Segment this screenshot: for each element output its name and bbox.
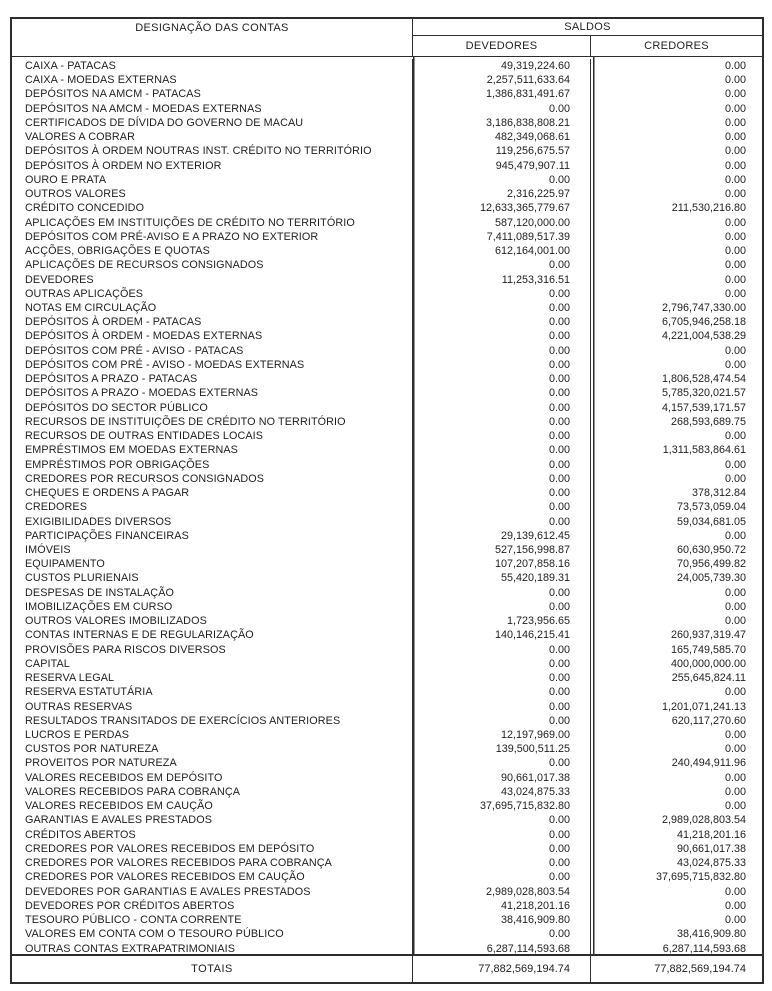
account-name: RECURSOS DE INSTITUIÇÕES DE CRÉDITO NO TERRITÓRIO (12, 415, 413, 429)
table-row (12, 927, 762, 941)
table-row (12, 913, 762, 927)
credores-value: 4,221,004,538.29 (661, 330, 746, 343)
credores-value: 255,645,824.11 (671, 672, 746, 685)
devedores-value: 0.00 (413, 344, 591, 358)
credores-value: 0.00 (724, 173, 746, 186)
saldos-header-block (413, 19, 762, 56)
devedores-value: 0.00 (413, 401, 591, 415)
account-name: EMPRÉSTIMOS POR OBRIGAÇÕES (12, 458, 413, 472)
account-name: DEPÓSITOS À ORDEM - MOEDAS EXTERNAS (12, 329, 413, 343)
devedores-value: 0.00 (413, 828, 591, 842)
account-name: DEPÓSITOS À ORDEM NO EXTERIOR (12, 159, 413, 173)
table-row (12, 685, 762, 699)
credores-value: 0.00 (724, 729, 746, 742)
table-row (12, 102, 762, 116)
devedores-value: 2,989,028,803.54 (413, 885, 591, 899)
credores-value: 0.00 (724, 74, 746, 87)
account-name: DEPÓSITOS À ORDEM - PATACAS (12, 315, 413, 329)
table-row (12, 201, 762, 215)
devedores-value: 2,257,511,633.64 (413, 73, 591, 87)
devedores-value: 107,207,858.16 (413, 557, 591, 571)
devedores-value: 0.00 (413, 458, 591, 472)
devedores-value: 6,287,114,593.68 (413, 942, 591, 954)
account-name: CREDORES (12, 500, 413, 514)
devedores-value: 0.00 (413, 415, 591, 429)
table-row (12, 301, 762, 315)
table-row (12, 671, 762, 685)
devedores-value: 0.00 (413, 258, 591, 272)
devedores-value: 0.00 (413, 472, 591, 486)
credores-value: 0.00 (724, 60, 746, 72)
table-row (12, 657, 762, 671)
table-row (12, 401, 762, 415)
table-row (12, 216, 762, 230)
credores-value: 43,024,875.33 (676, 857, 746, 870)
credores-value: 73,573,059.04 (676, 501, 746, 514)
devedores-value: 0.00 (413, 429, 591, 443)
table-row (12, 443, 762, 457)
account-name: DEPÓSITOS DO SECTOR PÚBLICO (12, 401, 413, 415)
devedores-value: 612,164,001.00 (413, 244, 591, 258)
credores-value: 165,749,585.70 (670, 643, 746, 656)
account-name: DEVEDORES POR GARANTIAS E AVALES PRESTADOS (12, 885, 413, 899)
account-name: CAIXA - PATACAS (12, 59, 413, 73)
devedores-value: 0.00 (413, 714, 591, 728)
devedores-value: 945,479,907.11 (413, 159, 591, 173)
table-row (12, 173, 762, 187)
table-row (12, 856, 762, 870)
credores-value: 0.00 (724, 116, 746, 129)
table-row (12, 230, 762, 244)
devedores-value: 29,139,612.45 (413, 529, 591, 543)
credores-value: 0.00 (724, 159, 746, 172)
credores-value: 60,630,950.72 (676, 543, 746, 556)
account-name: VALORES A COBRAR (12, 130, 413, 144)
devedores-value: 12,197,969.00 (413, 728, 591, 742)
table-row (12, 742, 762, 756)
table-row (12, 344, 762, 358)
account-name: TESOURO PÚBLICO - CONTA CORRENTE (12, 913, 413, 927)
devedores-value: 0.00 (413, 870, 591, 884)
credores-value: 0.00 (724, 430, 746, 443)
table-row (12, 429, 762, 443)
devedores-value: 0.00 (413, 813, 591, 827)
credores-value: 0.00 (724, 529, 746, 542)
credores-value: 0.00 (724, 216, 746, 229)
col-header-devedores: DEVEDORES (413, 36, 591, 56)
credores-value: 620,117,270.60 (671, 714, 746, 727)
table-row (12, 500, 762, 514)
account-name: RESULTADOS TRANSITADOS DE EXERCÍCIOS ANTERIORES (12, 714, 413, 728)
table-row (12, 258, 762, 272)
account-name: DEPÓSITOS COM PRÉ - AVISO - MOEDAS EXTERNAS (12, 358, 413, 372)
devedores-value: 0.00 (413, 386, 591, 400)
credores-value: 0.00 (724, 785, 746, 798)
credores-value: 1,201,071,241.13 (661, 700, 746, 713)
credores-value: 24,005,739.30 (676, 572, 746, 585)
devedores-value: 55,420,189.31 (413, 571, 591, 585)
devedores-value: 0.00 (413, 500, 591, 514)
devedores-value: 1,723,956.65 (413, 614, 591, 628)
credores-value: 211,530,216.80 (671, 202, 746, 215)
credores-value: 2,989,028,803.54 (661, 814, 746, 827)
table-row (12, 415, 762, 429)
table-row (12, 358, 762, 372)
account-name: LUCROS E PERDAS (12, 728, 413, 742)
account-name: DEPÓSITOS A PRAZO - PATACAS (12, 372, 413, 386)
table-row (12, 59, 762, 73)
table-body (12, 57, 762, 954)
devedores-value: 1,386,831,491.67 (413, 87, 591, 101)
credores-value: 0.00 (724, 600, 746, 613)
col-header-credores: CREDORES (644, 40, 709, 52)
table-row (12, 543, 762, 557)
account-name: OUTRAS APLICAÇÕES (12, 287, 413, 301)
devedores-value: 0.00 (413, 756, 591, 770)
account-name: DEPÓSITOS COM PRÉ - AVISO - PATACAS (12, 344, 413, 358)
credores-value: 260,937,319.47 (670, 629, 746, 642)
table-row (12, 472, 762, 486)
table-row (12, 785, 762, 799)
table-row (12, 529, 762, 543)
account-name: CUSTOS POR NATUREZA (12, 742, 413, 756)
credores-value: 59,034,681.05 (676, 515, 746, 528)
saldos-subheader (413, 36, 762, 56)
devedores-value: 0.00 (413, 372, 591, 386)
account-name: CERTIFICADOS DE DÍVIDA DO GOVERNO DE MACAU (12, 116, 413, 130)
table-row (12, 614, 762, 628)
credores-value: 6,705,946,258.18 (661, 316, 746, 329)
credores-value: 0.00 (724, 885, 746, 898)
devedores-value: 587,120,000.00 (413, 216, 591, 230)
account-name: EMPRÉSTIMOS EM MOEDAS EXTERNAS (12, 443, 413, 457)
table-row (12, 643, 762, 657)
account-name: VALORES EM CONTA COM O TESOURO PÚBLICO (12, 927, 413, 941)
account-name: CREDORES POR VALORES RECEBIDOS PARA COBRANÇA (12, 856, 413, 870)
table-row (12, 899, 762, 913)
devedores-value: 0.00 (413, 643, 591, 657)
account-name: PROVISÕES PARA RISCOS DIVERSOS (12, 643, 413, 657)
table-row (12, 700, 762, 714)
devedores-value: 0.00 (413, 515, 591, 529)
devedores-value: 0.00 (413, 358, 591, 372)
credores-value: 400,000,000.00 (670, 657, 746, 670)
table-row (12, 130, 762, 144)
table-row (12, 842, 762, 856)
credores-value: 0.00 (724, 771, 746, 784)
account-name: OUTROS VALORES (12, 187, 413, 201)
credores-value: 378,312.84 (691, 487, 746, 500)
table-row (12, 885, 762, 899)
col-header-designacao: DESIGNAÇÃO DAS CONTAS (12, 19, 413, 56)
account-name: RESERVA LEGAL (12, 671, 413, 685)
account-name: CRÉDITOS ABERTOS (12, 828, 413, 842)
accounts-table (10, 17, 764, 984)
devedores-value: 0.00 (413, 700, 591, 714)
credores-value: 90,661,017.38 (676, 842, 746, 855)
table-footer (12, 954, 762, 982)
table-row (12, 515, 762, 529)
table-row (12, 486, 762, 500)
credores-value: 240,494,911.96 (671, 757, 746, 770)
account-name: GARANTIAS E AVALES PRESTADOS (12, 813, 413, 827)
devedores-value: 0.00 (413, 329, 591, 343)
account-name: IMÓVEIS (12, 543, 413, 557)
table-row (12, 372, 762, 386)
credores-value: 37,695,715,832.80 (655, 871, 746, 884)
account-name: VALORES RECEBIDOS PARA COBRANÇA (12, 785, 413, 799)
credores-value: 1,806,528,474.54 (661, 373, 746, 386)
account-name: DEVEDORES POR CRÉDITOS ABERTOS (12, 899, 413, 913)
devedores-value: 0.00 (413, 856, 591, 870)
credores-value: 6,287,114,593.68 (662, 942, 746, 954)
devedores-value: 0.00 (413, 671, 591, 685)
account-name: CREDORES POR VALORES RECEBIDOS EM DEPÓSITO (12, 842, 413, 856)
credores-value: 0.00 (724, 743, 746, 756)
credores-value: 0.00 (724, 344, 746, 357)
credores-value: 41,218,201.16 (676, 828, 746, 841)
credores-value: 0.00 (724, 245, 746, 258)
credores-value: 0.00 (724, 287, 746, 300)
table-row (12, 273, 762, 287)
table-row (12, 187, 762, 201)
credores-value: 0.00 (724, 472, 746, 485)
credores-value: 5,785,320,021.57 (661, 387, 746, 400)
credores-value: 0.00 (724, 145, 746, 158)
table-row (12, 87, 762, 101)
account-name: CAIXA - MOEDAS EXTERNAS (12, 73, 413, 87)
account-name: OUTRAS CONTAS EXTRAPATRIMONIAIS (12, 942, 413, 954)
table-row (12, 315, 762, 329)
credores-value: 70,956,499.82 (676, 558, 746, 571)
account-name: RECURSOS DE OUTRAS ENTIDADES LOCAIS (12, 429, 413, 443)
table-row (12, 116, 762, 130)
account-name: NOTAS EM CIRCULAÇÃO (12, 301, 413, 315)
credores-value: 0.00 (724, 615, 746, 628)
credores-value: 0.00 (724, 899, 746, 912)
table-row (12, 799, 762, 813)
credores-value: 0.00 (724, 131, 746, 144)
devedores-value: 0.00 (413, 102, 591, 116)
devedores-value: 3,186,838,808.21 (413, 116, 591, 130)
account-name: OUTROS VALORES IMOBILIZADOS (12, 614, 413, 628)
col-header-saldos: SALDOS (413, 19, 762, 36)
account-name: RESERVA ESTATUTÁRIA (12, 685, 413, 699)
totals-credores: 77,882,569,194.74 (654, 963, 746, 975)
devedores-value: 0.00 (413, 173, 591, 187)
credores-value: 0.00 (724, 358, 746, 371)
devedores-value: 90,661,017.38 (413, 771, 591, 785)
account-name: EQUIPAMENTO (12, 557, 413, 571)
credores-value: 4,157,539,171.57 (661, 401, 746, 414)
account-name: CONTAS INTERNAS E DE REGULARIZAÇÃO (12, 628, 413, 642)
credores-value: 1,311,583,864.61 (662, 444, 746, 457)
account-name: CREDORES POR VALORES RECEBIDOS EM CAUÇÃO (12, 870, 413, 884)
devedores-value: 139,500,511.25 (413, 742, 591, 756)
table-row (12, 571, 762, 585)
account-name: DEPÓSITOS À ORDEM NOUTRAS INST. CRÉDITO NO TERRITÓRIO (12, 144, 413, 158)
table-row (12, 728, 762, 742)
devedores-value: 11,253,316.51 (413, 273, 591, 287)
devedores-value: 12,633,365,779.67 (413, 201, 591, 215)
account-name: PARTICIPAÇÕES FINANCEIRAS (12, 529, 413, 543)
account-name: EXIGIBILIDADES DIVERSOS (12, 515, 413, 529)
account-name: IMOBILIZAÇÕES EM CURSO (12, 600, 413, 614)
table-row (12, 586, 762, 600)
table-row (12, 287, 762, 301)
table-row (12, 244, 762, 258)
table-row (12, 813, 762, 827)
table-row (12, 628, 762, 642)
devedores-value: 0.00 (413, 586, 591, 600)
table-row (12, 557, 762, 571)
devedores-value: 0.00 (413, 301, 591, 315)
devedores-value: 0.00 (413, 486, 591, 500)
credores-value: 0.00 (724, 230, 746, 243)
devedores-value: 119,256,675.57 (413, 144, 591, 158)
table-row (12, 329, 762, 343)
devedores-value: 0.00 (413, 315, 591, 329)
devedores-value: 0.00 (413, 927, 591, 941)
account-name: DEPÓSITOS NA AMCM - MOEDAS EXTERNAS (12, 102, 413, 116)
devedores-value: 0.00 (413, 287, 591, 301)
credores-value: 0.00 (724, 259, 746, 272)
credores-value: 0.00 (724, 914, 746, 927)
table-row (12, 756, 762, 770)
credores-value: 0.00 (724, 88, 746, 101)
devedores-value: 527,156,998.87 (413, 543, 591, 557)
credores-value: 0.00 (724, 586, 746, 599)
account-name: OURO E PRATA (12, 173, 413, 187)
devedores-value: 49,319,224.60 (413, 59, 591, 73)
totals-label: TOTAIS (12, 956, 413, 982)
account-name: OUTRAS RESERVAS (12, 700, 413, 714)
table-row (12, 458, 762, 472)
credores-value: 0.00 (724, 188, 746, 201)
account-name: ACÇÕES, OBRIGAÇÕES E QUOTAS (12, 244, 413, 258)
credores-value: 38,416,909.80 (676, 928, 746, 941)
table-row (12, 159, 762, 173)
account-name: VALORES RECEBIDOS EM CAUÇÃO (12, 799, 413, 813)
table-row (12, 771, 762, 785)
totals-devedores: 77,882,569,194.74 (413, 956, 591, 982)
account-name: CREDORES POR RECURSOS CONSIGNADOS (12, 472, 413, 486)
credores-value: 268,593,689.75 (670, 415, 746, 428)
account-name: DEPÓSITOS NA AMCM - PATACAS (12, 87, 413, 101)
account-name: CHEQUES E ORDENS A PAGAR (12, 486, 413, 500)
devedores-value: 0.00 (413, 600, 591, 614)
credores-value: 2,796,747,330.00 (661, 301, 746, 314)
devedores-value: 2,316,225.97 (413, 187, 591, 201)
account-name: CUSTOS PLURIENAIS (12, 571, 413, 585)
devedores-value: 38,416,909.80 (413, 913, 591, 927)
credores-value: 0.00 (724, 458, 746, 471)
devedores-value: 37,695,715,832.80 (413, 799, 591, 813)
credores-value: 0.00 (724, 686, 746, 699)
devedores-value: 0.00 (413, 685, 591, 699)
account-name: CRÉDITO CONCEDIDO (12, 201, 413, 215)
table-row (12, 144, 762, 158)
devedores-value: 0.00 (413, 657, 591, 671)
account-name: DESPESAS DE INSTALAÇÃO (12, 586, 413, 600)
credores-value: 0.00 (724, 800, 746, 813)
devedores-value: 7,411,089,517.39 (413, 230, 591, 244)
account-name: APLICAÇÕES EM INSTITUIÇÕES DE CRÉDITO NO TERRITÓRIO (12, 216, 413, 230)
table-row (12, 386, 762, 400)
devedores-value: 41,218,201.16 (413, 899, 591, 913)
account-name: CAPITAL (12, 657, 413, 671)
account-name: DEPÓSITOS COM PRÉ-AVISO E A PRAZO NO EXTERIOR (12, 230, 413, 244)
devedores-value: 140,146,215.41 (413, 628, 591, 642)
account-name: DEVEDORES (12, 273, 413, 287)
account-name: DEPÓSITOS A PRAZO - MOEDAS EXTERNAS (12, 386, 413, 400)
credores-value: 0.00 (724, 102, 746, 115)
credores-value: 0.00 (724, 273, 746, 286)
table-row (12, 870, 762, 884)
account-name: VALORES RECEBIDOS EM DEPÓSITO (12, 771, 413, 785)
devedores-value: 0.00 (413, 443, 591, 457)
account-name: APLICAÇÕES DE RECURSOS CONSIGNADOS (12, 258, 413, 272)
table-row (12, 714, 762, 728)
table-row (12, 828, 762, 842)
table-row (12, 600, 762, 614)
devedores-value: 43,024,875.33 (413, 785, 591, 799)
table-row (12, 73, 762, 87)
account-name: PROVEITOS POR NATUREZA (12, 756, 413, 770)
devedores-value: 482,349,068.61 (413, 130, 591, 144)
devedores-value: 0.00 (413, 842, 591, 856)
table-header (12, 19, 762, 57)
table-row (12, 942, 762, 954)
